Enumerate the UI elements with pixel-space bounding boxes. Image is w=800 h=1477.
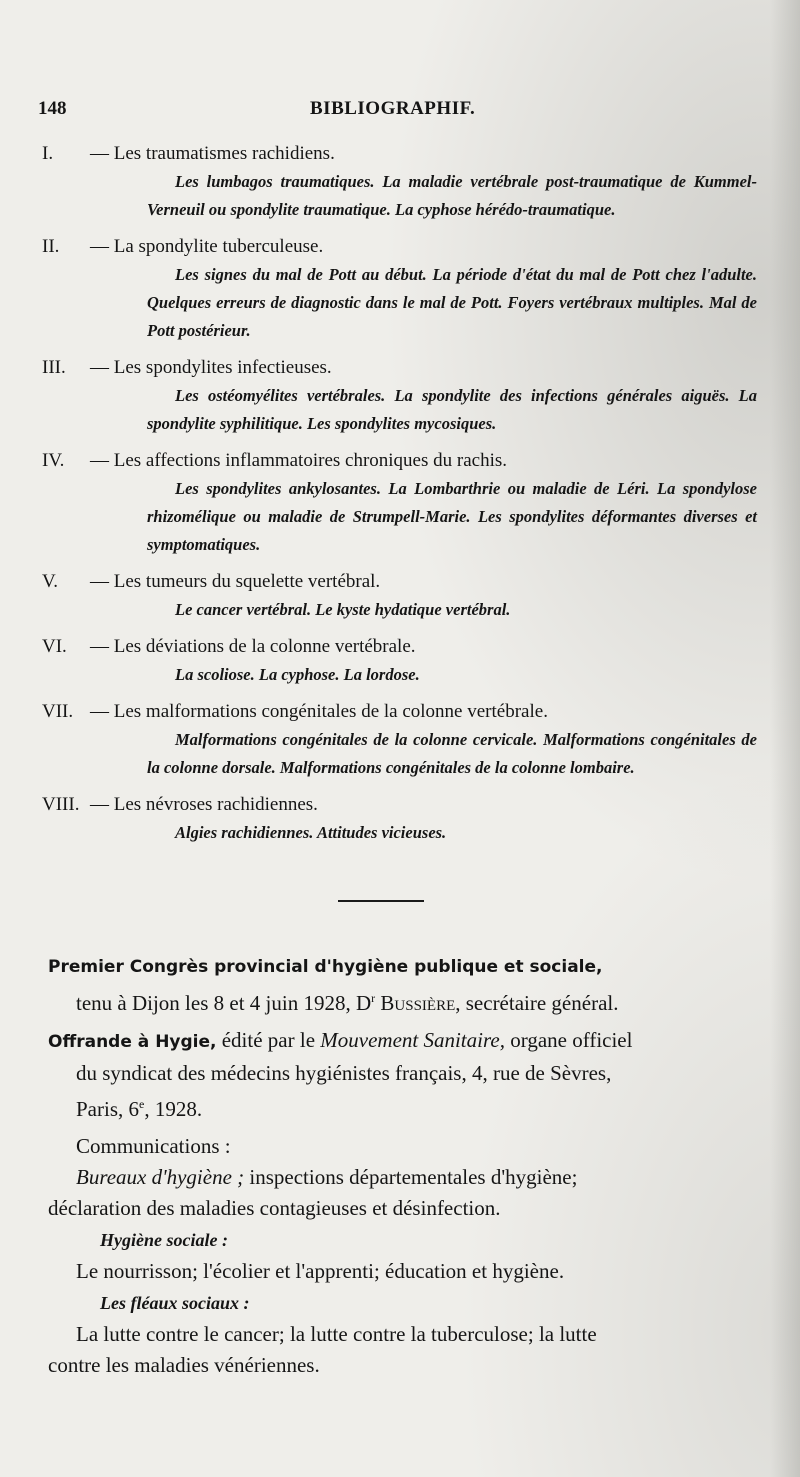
toc-subtopics: Le cancer vertébral. Le kyste hydatique vertébral.	[175, 600, 511, 619]
toc-entry	[42, 140, 762, 224]
toc-entry	[42, 791, 762, 847]
toc-heading	[42, 233, 762, 261]
toc-number: IV.	[42, 450, 65, 471]
toc-subtopics: Les lumbagos traumatiques. La maladie vertébrale post-traumatique de Kummel-Verneuil ou spondylite traumatique. La cyphose hérédo-traumatique.	[147, 172, 757, 219]
page-number: 148	[38, 98, 67, 119]
congress-secretary-name: Bussière	[380, 991, 456, 1015]
toc-title: — La spondylite tuberculeuse.	[90, 236, 324, 257]
toc-number: VIII.	[42, 794, 80, 815]
toc-subtopics: Algies rachidiennes. Attitudes vicieuses.	[175, 823, 447, 842]
toc-entry	[42, 633, 762, 689]
congress-title-line	[48, 950, 778, 983]
toc-subtopics: Les signes du mal de Pott au début. La période d'état du mal de Pott chez l'adulte. Quelques erreurs de diagnostic dans le mal de Pott. Foyers vertébraux multiples. Mal de Pott postérieur.	[147, 265, 757, 340]
toc-subtopics: La scoliose. La cyphose. La lordose.	[175, 665, 420, 684]
offrande-year: , 1928.	[144, 1097, 203, 1121]
toc-entry	[42, 568, 762, 624]
offrande-line-3	[48, 1089, 778, 1125]
toc-subtopics: Malformations congénitales de la colonne cervicale. Malformations congénitales de la colonne dorsale. Malformations congénitales de la colonne lombaire.	[147, 730, 757, 777]
page-header	[38, 98, 758, 128]
offrande-publisher: Mouvement Sanitaire,	[320, 1028, 505, 1052]
toc-heading	[42, 354, 762, 382]
toc-number: VII.	[42, 701, 74, 722]
congress-details-line	[48, 983, 778, 1019]
toc-title: — Les affections inflammatoires chroniques du rachis.	[90, 450, 507, 471]
congress-details-end: , secrétaire général.	[455, 991, 619, 1015]
toc-entry	[42, 447, 762, 559]
toc-number: III.	[42, 357, 66, 378]
table-of-contents	[42, 140, 762, 856]
hygiene-sociale-heading	[48, 1224, 778, 1256]
toc-heading	[42, 791, 762, 819]
running-title: BIBLIOGRAPHIF.	[310, 98, 476, 119]
lutte-line-2: contre les maladies vénériennes.	[48, 1353, 320, 1377]
offrande-organ: organe officiel	[504, 1028, 633, 1052]
section-separator-rule	[338, 900, 424, 902]
communications-heading: Communications :	[76, 1134, 231, 1158]
toc-entry	[42, 233, 762, 345]
bibliography-entries	[48, 950, 778, 1381]
toc-heading	[42, 633, 762, 661]
offrande-city: Paris, 6	[76, 1097, 139, 1121]
toc-number: I.	[42, 143, 54, 164]
toc-title: — Les traumatismes rachidiens.	[90, 143, 335, 164]
toc-heading	[42, 447, 762, 475]
nourrisson-line: Le nourrisson; l'écolier et l'apprenti; éducation et hygiène.	[76, 1259, 565, 1283]
toc-entry	[42, 354, 762, 438]
offrande-superscript: e	[139, 1097, 145, 1111]
fleaux-heading	[48, 1287, 778, 1319]
toc-heading	[42, 698, 762, 726]
offrande-line	[48, 1025, 778, 1058]
congress-details-start: tenu à Dijon les 8 et 4 juin 1928, D	[76, 991, 372, 1015]
toc-number: V.	[42, 571, 59, 592]
toc-title: — Les tumeurs du squelette vertébral.	[90, 571, 381, 592]
toc-subtopics: Les spondylites ankylosantes. La Lombarthrie ou maladie de Léri. La spondylose rhizomélique ou maladie de Strumpell-Marie. Les spondylites déformantes diverses et symptomatiques.	[147, 479, 757, 554]
lutte-line-1: La lutte contre le cancer; la lutte contre la tuberculose; la lutte	[76, 1322, 597, 1346]
toc-heading	[42, 568, 762, 596]
toc-subtopics: Les ostéomyélites vertébrales. La spondylite des infections générales aiguës. La spondylite syphilitique. Les spondylites mycosiques.	[147, 386, 757, 433]
toc-number: II.	[42, 236, 60, 257]
congress-title: Premier Congrès provincial d'hygiène publique et sociale,	[48, 957, 603, 977]
fleaux-label: Les fléaux sociaux :	[100, 1293, 250, 1313]
toc-title: — Les malformations congénitales de la colonne vertébrale.	[90, 701, 548, 722]
hygiene-sociale-label: Hygiène sociale :	[100, 1230, 228, 1250]
toc-entry	[42, 698, 762, 782]
bureaux-rest: inspections départementales d'hygiène;	[244, 1165, 578, 1189]
declaration-line: déclaration des maladies contagieuses et désinfection.	[48, 1196, 501, 1220]
offrande-title: Offrande à Hygie,	[48, 1032, 217, 1052]
toc-title: — Les déviations de la colonne vertébrale.	[90, 636, 416, 657]
toc-heading	[42, 140, 762, 168]
toc-number: VI.	[42, 636, 67, 657]
bureaux-line	[48, 1162, 778, 1193]
toc-title: — Les spondylites infectieuses.	[90, 357, 332, 378]
offrande-edited: édité par le	[216, 1028, 321, 1052]
bureaux-heading: Bureaux d'hygiène ;	[76, 1165, 245, 1189]
offrande-line-2: du syndicat des médecins hygiénistes français, 4, rue de Sèvres,	[76, 1061, 612, 1085]
congress-superscript: r	[371, 991, 376, 1005]
toc-title: — Les névroses rachidiennes.	[90, 794, 318, 815]
